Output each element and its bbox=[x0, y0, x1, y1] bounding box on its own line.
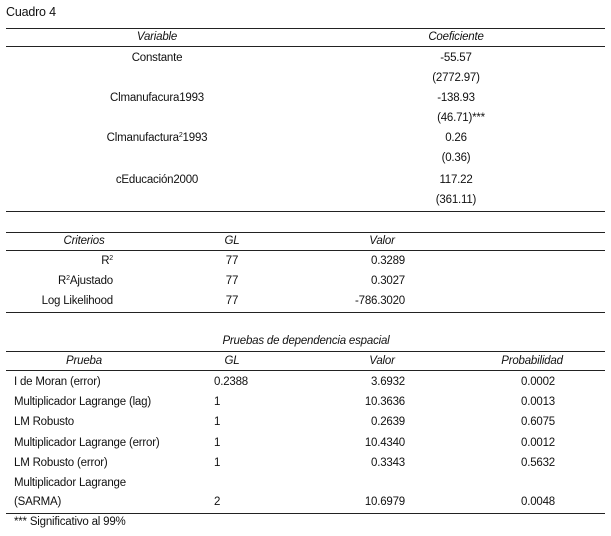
gl-lm-robusto-error: 1 bbox=[214, 457, 221, 469]
spatial-caption: Pruebas de dependencia espacial bbox=[222, 335, 390, 347]
prob-lm-robusto: 0.6075 bbox=[521, 416, 555, 428]
gl-log-likelihood: 77 bbox=[225, 295, 239, 307]
var-ceducacion: cEducación2000 bbox=[115, 174, 199, 186]
coef-ceducacion: 117.22 bbox=[439, 174, 473, 186]
var-clmanufacura: Clmanufacura1993 bbox=[110, 92, 204, 104]
prueba-lagrange-lag: Multiplicador Lagrange (lag) bbox=[14, 396, 151, 408]
se-clmanufacura: (46.71)*** bbox=[437, 112, 485, 124]
spatial-bottom-rule bbox=[6, 513, 605, 514]
header-probabilidad: Probabilidad bbox=[501, 355, 563, 367]
prob-moran: 0.0002 bbox=[521, 376, 555, 388]
criterio-r2: $R^2$ bbox=[101, 255, 113, 267]
prob-lm-robusto-error: 0.5632 bbox=[521, 457, 555, 469]
valor-lm-robusto-error: 0.3343 bbox=[371, 457, 405, 469]
criteria-top-rule bbox=[6, 232, 605, 233]
prueba-lagrange-error: Multiplicador Lagrange (error) bbox=[14, 437, 160, 449]
header-criterios: Criterios bbox=[63, 235, 105, 247]
coef-clmanufacura: -138.93 bbox=[437, 92, 475, 104]
gl-r2: 77 bbox=[225, 255, 239, 267]
valor-r2-ajustado: 0.3027 bbox=[371, 275, 405, 287]
gl-lagrange-lag: 1 bbox=[214, 396, 221, 408]
header-spatial-valor: Valor bbox=[369, 355, 395, 367]
coef-constante: -55.57 bbox=[440, 52, 472, 64]
criteria-header-rule bbox=[6, 250, 605, 251]
header-coeficiente: Coeficiente bbox=[428, 31, 484, 43]
prueba-lm-robusto-error: LM Robusto (error) bbox=[14, 457, 108, 469]
gl-moran: 0.2388 bbox=[214, 376, 248, 388]
se-ceducacion: (361.11) bbox=[435, 194, 477, 206]
header-gl: GL bbox=[224, 235, 240, 247]
footnote: *** Significativo al 99% bbox=[14, 516, 126, 528]
valor-moran: 3.6932 bbox=[371, 376, 405, 388]
prob-lagrange-lag: 0.0013 bbox=[521, 396, 555, 408]
table-title: Cuadro 4 bbox=[6, 5, 56, 19]
prueba-sarma-line1: Multiplicador Lagrange bbox=[14, 477, 126, 489]
regression-bottom-rule bbox=[6, 211, 605, 212]
header-rule bbox=[6, 46, 605, 47]
header-spatial-gl: GL bbox=[224, 355, 240, 367]
valor-sarma: 10.6979 bbox=[364, 496, 405, 508]
valor-log-likelihood: -786.3020 bbox=[355, 295, 405, 307]
var-clmanufactura-sq: Clmanufactura$^2$1993 bbox=[106, 132, 208, 144]
criterio-r2-ajustado: $R^2Ajustado$ bbox=[58, 275, 113, 287]
var-constante: Constante bbox=[131, 52, 183, 64]
valor-lagrange-lag: 10.3636 bbox=[364, 396, 405, 408]
gl-lagrange-error: 1 bbox=[214, 437, 221, 449]
gl-sarma: 2 bbox=[214, 496, 221, 508]
spatial-top-rule bbox=[6, 351, 605, 352]
top-rule bbox=[6, 28, 605, 29]
valor-lm-robusto: 0.2639 bbox=[371, 416, 405, 428]
prueba-sarma-line2: (SARMA) bbox=[14, 496, 62, 508]
prob-lagrange-error: 0.0012 bbox=[521, 437, 555, 449]
gl-lm-robusto: 1 bbox=[214, 416, 221, 428]
header-valor: Valor bbox=[369, 235, 395, 247]
prueba-lm-robusto: LM Robusto bbox=[14, 416, 75, 428]
se-clmanufactura-sq: (0.36) bbox=[441, 152, 471, 164]
valor-lagrange-error: 10.4340 bbox=[364, 437, 405, 449]
criterio-log-likelihood: Log Likelihood bbox=[41, 295, 113, 307]
prob-sarma: 0.0048 bbox=[521, 496, 555, 508]
prueba-moran: I de Moran (error) bbox=[14, 376, 101, 388]
coef-clmanufactura-sq: 0.26 bbox=[445, 132, 467, 144]
spatial-header-rule bbox=[6, 370, 605, 371]
se-constante: (2772.97) bbox=[432, 72, 480, 84]
header-variable: Variable bbox=[136, 31, 178, 43]
gl-r2-ajustado: 77 bbox=[225, 275, 239, 287]
header-prueba: Prueba bbox=[66, 355, 102, 367]
valor-r2: 0.3289 bbox=[371, 255, 405, 267]
criteria-bottom-rule bbox=[6, 312, 605, 313]
